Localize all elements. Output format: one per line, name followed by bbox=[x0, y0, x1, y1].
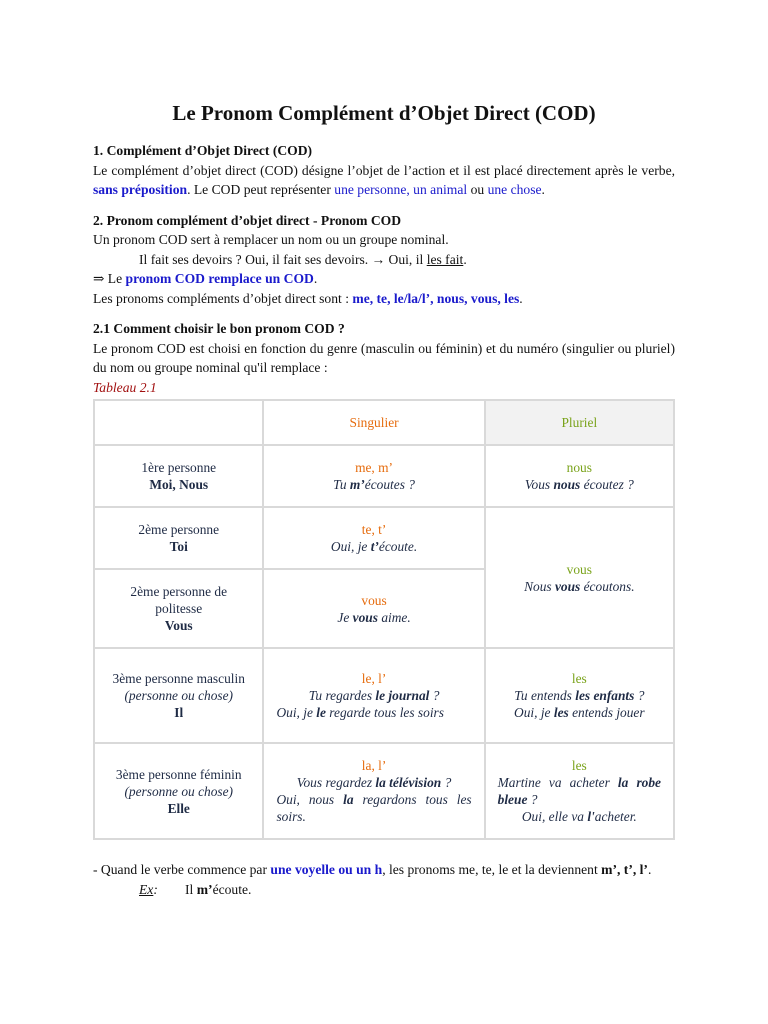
singular-example-2 bbox=[276, 704, 471, 721]
text-bold: la bbox=[343, 792, 354, 807]
section-1-heading: 1. Complément d’Objet Direct (COD) bbox=[93, 143, 313, 158]
text-span: ? bbox=[429, 688, 440, 703]
person-pronoun: Toi bbox=[169, 539, 188, 554]
table-header-empty bbox=[94, 400, 263, 445]
plural-example bbox=[498, 476, 661, 493]
text-span: Il bbox=[185, 881, 197, 897]
singular-cell bbox=[263, 648, 484, 743]
highlight-sans-preposition: sans préposition bbox=[93, 182, 188, 197]
singular-pronoun: la, l’ bbox=[361, 758, 387, 773]
person-label: 3ème personne féminin bbox=[115, 766, 242, 782]
text-span: Je bbox=[337, 609, 353, 625]
person-cell bbox=[94, 743, 263, 839]
plural-pronoun: les bbox=[571, 671, 587, 686]
text-span: ? bbox=[441, 775, 452, 790]
text-bold: la télévision bbox=[375, 775, 442, 790]
person-label: 3ème personne masculin bbox=[112, 671, 245, 686]
section-2 bbox=[93, 211, 675, 309]
person-cell bbox=[94, 648, 263, 743]
page-title: Le Pronom Complément d’Objet Direct (COD) bbox=[172, 101, 596, 125]
table-row-5 bbox=[94, 743, 674, 839]
plural-example-1 bbox=[498, 774, 661, 808]
text-span: ? bbox=[527, 792, 538, 807]
person-note: (personne ou chose) bbox=[124, 688, 234, 703]
text-span: écoute. bbox=[378, 539, 418, 554]
table-row-1 bbox=[94, 445, 674, 507]
table-header-singulier: Singulier bbox=[263, 400, 484, 445]
text-span: Martine va acheter bbox=[497, 775, 618, 790]
text-bold: m’ bbox=[196, 881, 213, 897]
person-pronoun: Elle bbox=[167, 800, 190, 816]
singular-pronoun: me, m’ bbox=[355, 460, 394, 475]
highlight-rule: pronom COD remplace un COD bbox=[125, 271, 314, 286]
text-span: Les pronoms compléments d’objet direct sont : bbox=[93, 290, 353, 306]
text-span: ? bbox=[634, 688, 645, 703]
text-bold: la robe bleue bbox=[497, 775, 661, 807]
text-span: . bbox=[463, 251, 467, 267]
plural-example bbox=[498, 578, 661, 595]
singular-example-1 bbox=[276, 774, 471, 791]
text-span: Oui, je bbox=[330, 539, 371, 554]
section-1 bbox=[93, 141, 675, 200]
highlight-voyelle: une voyelle ou un h bbox=[270, 862, 383, 877]
text-bold: vous bbox=[554, 578, 581, 594]
plural-example-1 bbox=[498, 687, 661, 704]
text-bold: l' bbox=[587, 809, 595, 824]
singular-cell bbox=[263, 507, 484, 569]
singular-example bbox=[276, 538, 471, 555]
text-span: Vous regardez bbox=[296, 775, 376, 790]
text-bold: les bbox=[553, 705, 569, 720]
text-span: Tu regardes bbox=[308, 688, 376, 703]
highlight-personne-animal: une personne, un animal bbox=[334, 182, 468, 197]
text-span: écoutes ? bbox=[364, 477, 415, 492]
text-span: entends jouer bbox=[568, 705, 645, 720]
singular-example-2 bbox=[276, 791, 471, 825]
singular-pronoun: le, l’ bbox=[361, 671, 387, 686]
plural-cell bbox=[485, 648, 674, 743]
text-span: ou bbox=[467, 182, 488, 197]
text-span: acheter. bbox=[594, 809, 637, 824]
section-2-heading: 2. Pronom complément d’objet direct - Pronom COD bbox=[93, 212, 402, 228]
pronoun-table bbox=[93, 399, 675, 840]
person-label: 2ème personne de politesse bbox=[130, 584, 228, 616]
person-cell bbox=[94, 569, 263, 648]
plural-pronoun: vous bbox=[566, 561, 592, 577]
example-colon: : bbox=[153, 881, 158, 897]
text-span: Oui, elle va bbox=[521, 809, 588, 824]
section-1-paragraph bbox=[93, 161, 675, 200]
text-span: Vous bbox=[524, 477, 554, 492]
plural-pronoun: nous bbox=[566, 460, 592, 475]
text-span: . bbox=[541, 182, 545, 197]
text-span: - Quand le verbe commence par bbox=[93, 862, 271, 877]
singular-example-1 bbox=[276, 687, 471, 704]
plural-example-2 bbox=[498, 808, 661, 825]
section-2-line1: Un pronom COD sert à remplacer un nom ou un groupe nominal. bbox=[93, 232, 449, 247]
section-2-pronoun-list bbox=[93, 289, 675, 309]
table-caption: Tableau 2.1 bbox=[93, 379, 157, 395]
person-pronoun: Moi, Nous bbox=[149, 477, 209, 492]
person-note: (personne ou chose) bbox=[124, 783, 234, 799]
plural-example-2 bbox=[498, 704, 661, 721]
text-span: regardons tous les soirs. bbox=[276, 792, 472, 824]
text-bold: t’ bbox=[370, 539, 379, 554]
text-span: . Le COD peut représenter bbox=[187, 182, 335, 197]
text-span: . bbox=[647, 862, 652, 877]
footer-note bbox=[93, 860, 675, 899]
text-span: . bbox=[519, 290, 523, 306]
singular-cell bbox=[263, 743, 484, 839]
table-header-row bbox=[94, 400, 674, 445]
text-bold: le bbox=[316, 705, 326, 720]
text-bold: m’ bbox=[349, 477, 365, 492]
footer-example bbox=[93, 880, 675, 900]
text-span: . bbox=[313, 271, 318, 286]
section-2-1-paragraph: Le pronom COD est choisi en fonction du genre (masculin ou féminin) et du numéro (singulier ou pluriel) du nom ou groupe nominal qu'il remplace : bbox=[93, 340, 675, 375]
singular-cell bbox=[263, 569, 484, 648]
text-bold: vous bbox=[352, 609, 378, 625]
singular-cell bbox=[263, 445, 484, 507]
text-span: regarde tous les soirs bbox=[325, 705, 444, 720]
person-cell bbox=[94, 507, 263, 569]
singular-example bbox=[276, 476, 471, 493]
person-pronoun: Vous bbox=[164, 618, 193, 633]
person-pronoun: Il bbox=[174, 705, 184, 720]
text-span: ⇒ Le bbox=[93, 271, 126, 286]
section-2-example bbox=[93, 250, 675, 270]
text-bold: nous bbox=[553, 477, 581, 492]
singular-pronoun: vous bbox=[361, 592, 387, 608]
singular-pronoun: te, t’ bbox=[361, 522, 387, 537]
text-span: Nous bbox=[524, 578, 555, 594]
person-label: 2ème personne bbox=[138, 522, 220, 537]
text-span: Oui, nous bbox=[276, 792, 344, 807]
underlined-les-fait: les fait bbox=[426, 251, 464, 267]
text-span: Tu entends bbox=[514, 688, 576, 703]
text-span: écoutez ? bbox=[580, 477, 634, 492]
person-cell bbox=[94, 445, 263, 507]
plural-pronoun: les bbox=[571, 758, 587, 773]
text-span: Oui, je bbox=[276, 705, 317, 720]
plural-cell bbox=[485, 743, 674, 839]
plural-cell bbox=[485, 445, 674, 507]
section-2-1-heading: 2.1 Comment choisir le bon pronom COD ? bbox=[93, 321, 345, 336]
text-span: écoutons. bbox=[580, 578, 635, 594]
footer-paragraph bbox=[93, 860, 675, 880]
table-row-2 bbox=[94, 507, 674, 569]
text-bold: les enfants bbox=[575, 688, 635, 703]
text-span: écoute. bbox=[212, 881, 252, 897]
highlight-pronoun-list: me, te, le/la/l’, nous, vous, les bbox=[352, 290, 520, 306]
text-bold: m’, t’, l’ bbox=[601, 862, 648, 877]
section-2-rule bbox=[93, 269, 675, 289]
text-bold: le journal bbox=[375, 688, 430, 703]
text-span: Oui, je bbox=[514, 705, 554, 720]
table-row-4 bbox=[94, 648, 674, 743]
text-span: , les pronoms me, te, le et la deviennent bbox=[382, 862, 602, 877]
person-label: 1ère personne bbox=[141, 460, 217, 475]
example-label-text: Ex bbox=[139, 881, 154, 897]
text-span: Il fait ses devoirs ? Oui, il fait ses devoirs. → Oui, il bbox=[139, 251, 427, 267]
example-label bbox=[139, 880, 185, 900]
table-header-pluriel: Pluriel bbox=[485, 400, 674, 445]
text-span: Tu bbox=[333, 477, 350, 492]
singular-example bbox=[276, 609, 471, 626]
text-span: Le complément d’objet direct (COD) désigne l’objet de l’action et il est placé directement après le verbe, bbox=[93, 162, 675, 178]
highlight-chose: une chose bbox=[487, 182, 542, 197]
text-span: aime. bbox=[377, 609, 411, 625]
section-2-1 bbox=[93, 319, 675, 840]
plural-cell-merged bbox=[485, 507, 674, 648]
